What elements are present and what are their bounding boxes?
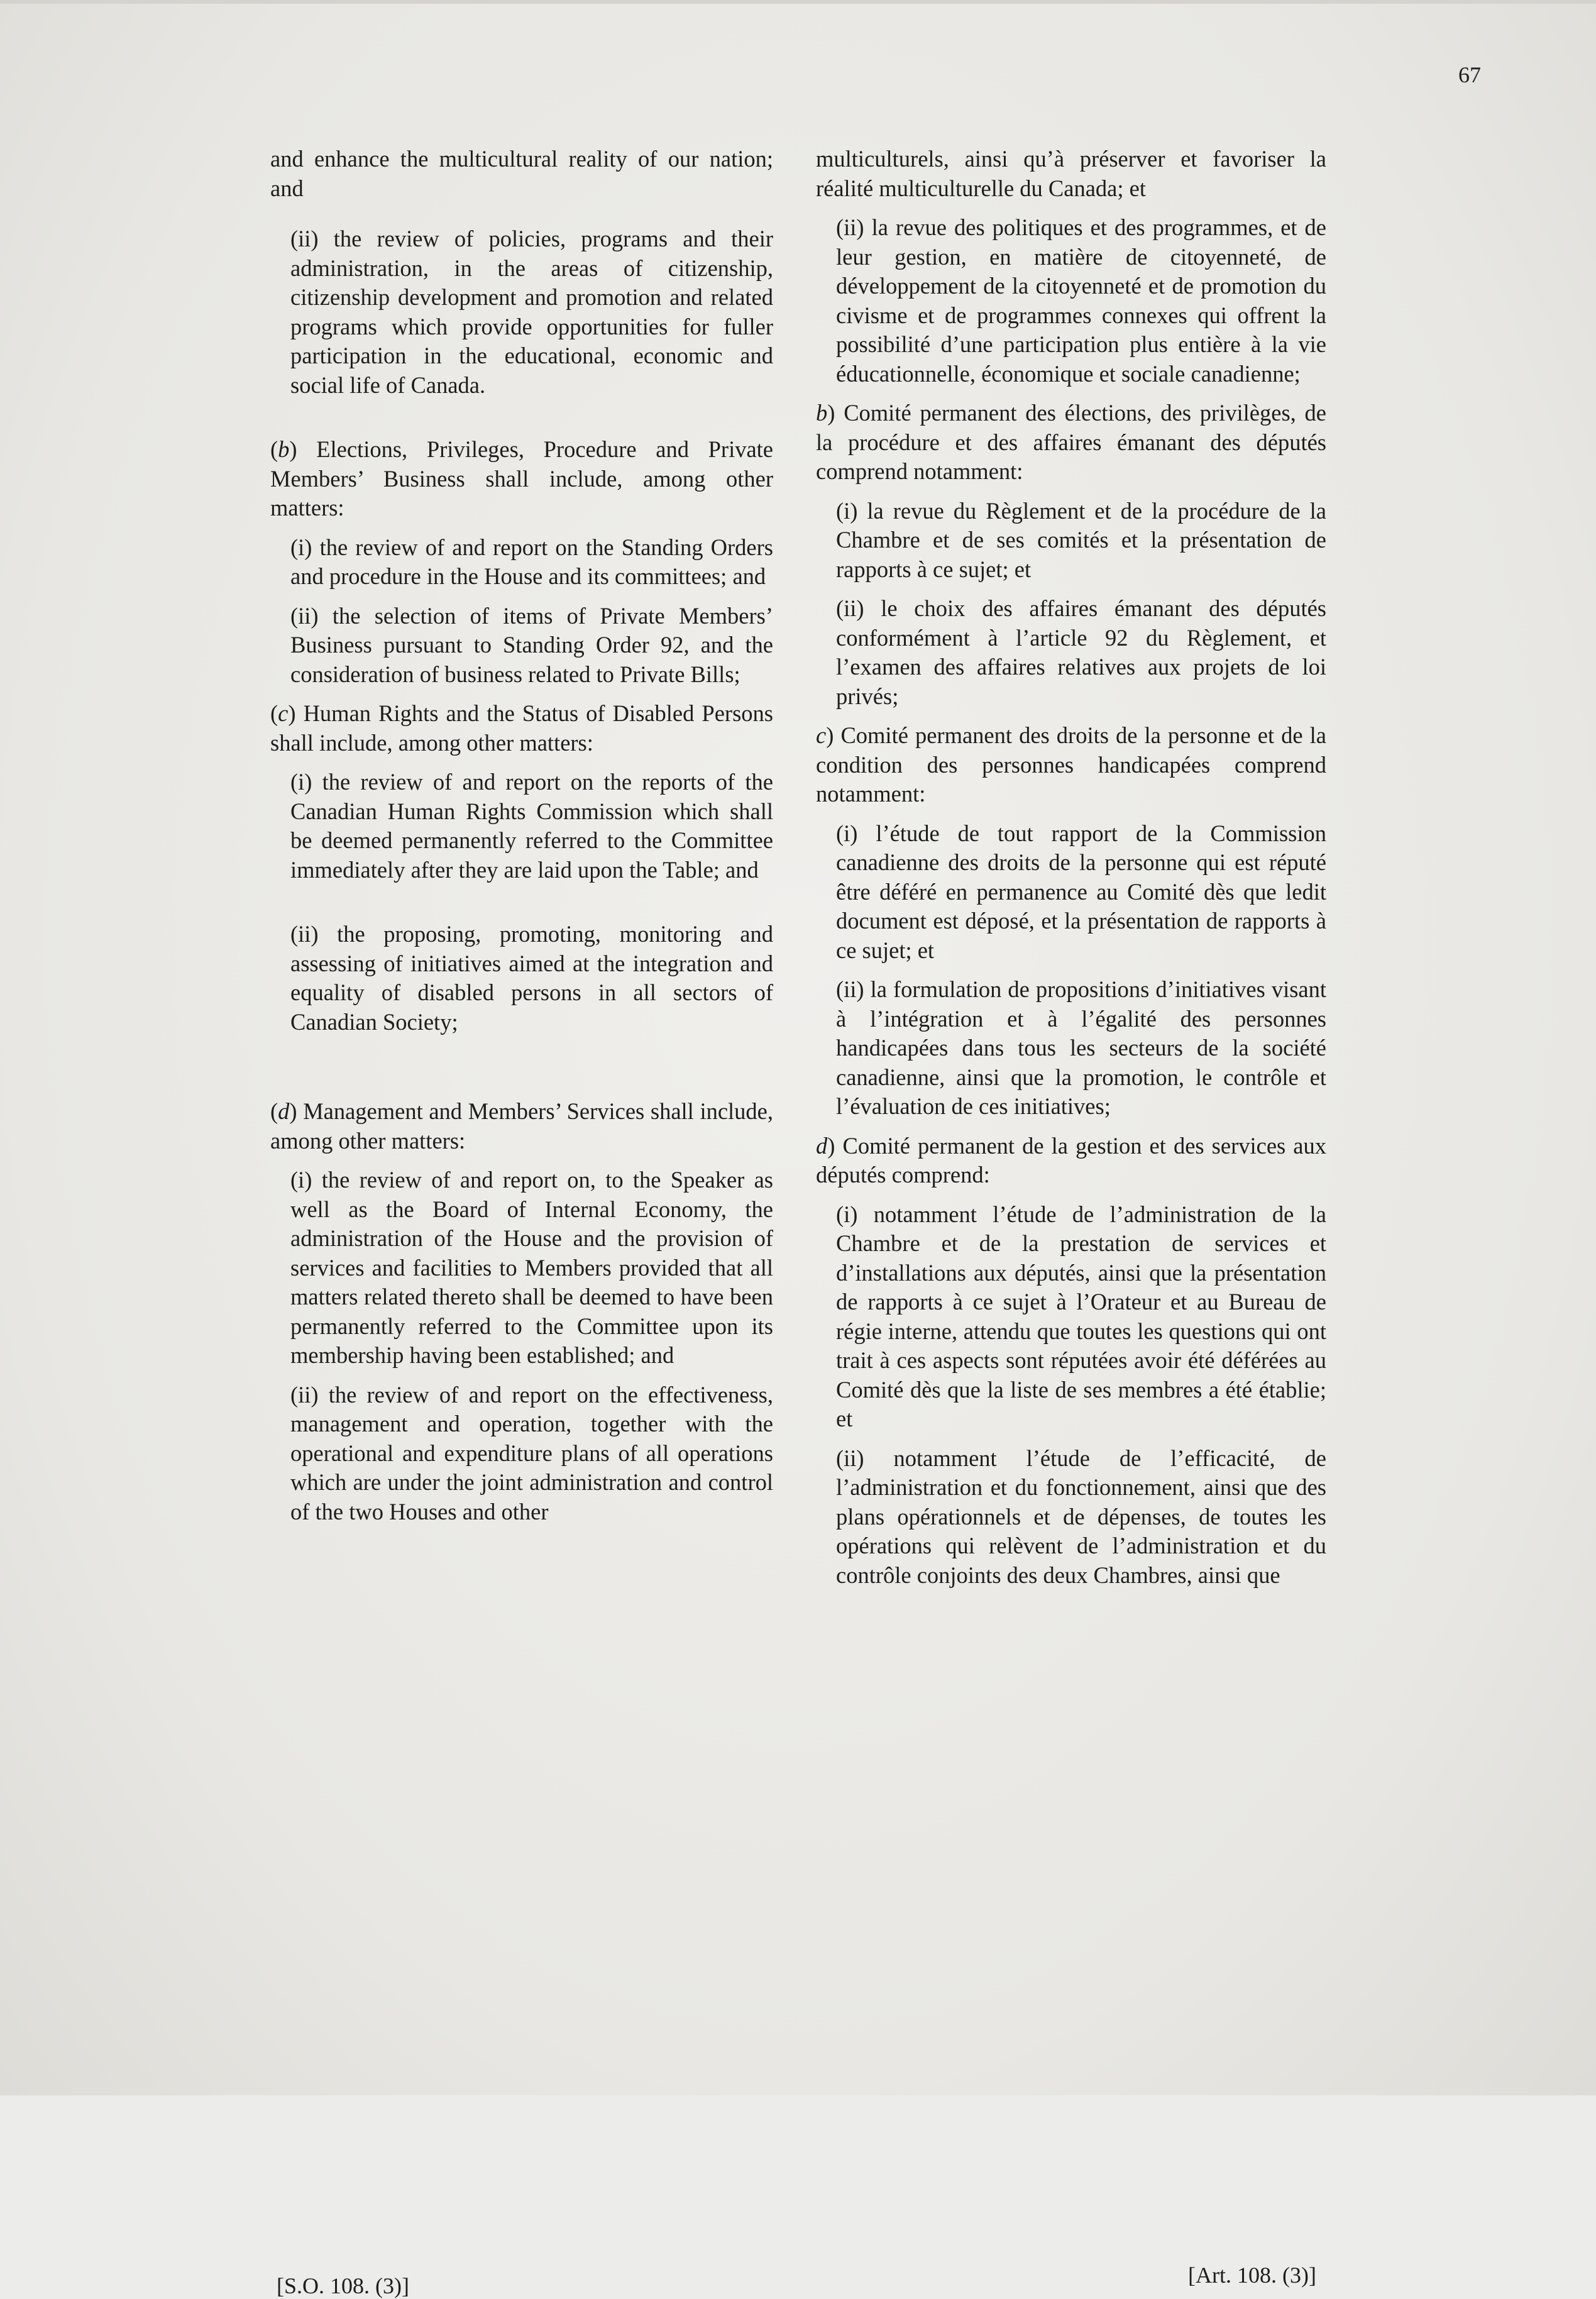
fr-paragraph-11: (ii) notamment l’étude de l’efficacité, de l’administration et du fonctionnement, ainsi que des plans opérationnels et de dépenses, de toutes les opérations qui relèvent de l’administration et du contrôle conjoints des deux Chambres, ainsi que [836, 1445, 1326, 1588]
page-edge [0, 0, 1596, 4]
en-paragraph-7: (i) the review of and report on the reports of the Canadian Human Rights Commission which shall be deemed permanently referred to the Committee immediately after they are laid upon the Table; and [290, 769, 773, 883]
en-item-c-lead: (c) [270, 700, 296, 726]
fr-item-c-text: Comité permanent des droits de la personne et de la condition des personnes handicapées comprend notamment: [816, 722, 1327, 807]
en-item-d-lead: (d) [270, 1098, 297, 1124]
en-item-d-text: Management and Members’ Services shall include, among other matters: [270, 1098, 773, 1154]
fr-paragraph-4: (i) la revue du Règlement et de la procédure de la Chambre et de ses comités et la présentation de rapports à ce sujet; et [836, 497, 1326, 582]
fr-item-c-lead: c) [816, 722, 834, 748]
en-item-d [270, 1097, 773, 1155]
en-paragraph-11: (ii) the review of and report on the effectiveness, management and operation, together with the operational and expenditure plans of all operations which are under the joint administration and control of the two Houses and other [290, 1381, 773, 1524]
french-column [816, 145, 1326, 1590]
en-paragraph-4: (i) the review of and report on the Standing Orders and procedure in the House and its committees; and [290, 534, 773, 589]
en-paragraph-10: (i) the review of and report on, to the Speaker as well as the Board of Internal Economy, the administration of the House and the provision of services and facilities to Members provided that all matters related thereto shall be deemed to have been permanently referred to the Committee upon its membership having been established; and [290, 1167, 773, 1368]
en-item-c-text: Human Rights and the Status of Disabled Persons shall include, among other matters: [270, 700, 773, 756]
english-column [270, 145, 773, 1526]
en-paragraph-8: (ii) the proposing, promoting, monitoring and assessing of initiatives aimed at the integration and equality of disabled persons in all sectors of Canadian Society; [290, 921, 773, 1035]
fr-item-b-text: Comité permanent des élections, des privilèges, de la procédure et des affaires émanant des députés comprend notamment: [816, 400, 1326, 484]
en-paragraph-5: (ii) the selection of items of Private Members’ Business pursuant to Standing Order 92, and the consideration of business related to Private Bills; [290, 602, 773, 687]
en-item-b-text: Elections, Privileges, Procedure and Private Members’ Business shall include, among other matters: [270, 436, 774, 521]
english-footer-reference: [S.O. 108. (3)] [277, 2273, 409, 2298]
fr-paragraph-8: (ii) la formulation de propositions d’initiatives visant à l’intégration et à l’égalité des personnes handicapées dans tous les secteurs de la société canadienne, ainsi que la promotion, le contrôle et l’évaluation de ces initiatives; [836, 976, 1326, 1119]
fr-paragraph-1: multiculturels, ainsi qu’à préserver et favoriser la réalité multiculturelle du Canada; et [816, 146, 1326, 201]
fr-paragraph-2: (ii) la revue des politiques et des programmes, et de leur gestion, en matière de citoyenneté, de développement de la citoyenneté et de promotion du civisme et de programmes connexes qui offrent la possibilité d’une participation plus entière à la vie éducationnelle, économique et sociale canadienne; [836, 214, 1326, 387]
en-paragraph-1: and enhance the multicultural reality of our nation; and [270, 146, 773, 201]
fr-paragraph-5: (ii) le choix des affaires émanant des députés conformément à l’article 92 du Règlement, et l’examen des affaires relatives aux projets de loi privés; [836, 595, 1326, 709]
fr-item-d-lead: d) [816, 1132, 835, 1159]
fr-item-c [816, 721, 1326, 809]
en-item-b-lead: (b) [270, 436, 297, 462]
fr-paragraph-7: (i) l’étude de tout rapport de la Commission canadienne des droits de la personne qui est réputé être déféré en permanence au Comité dès que ledit document est déposé, et la présentation de rapports à ce sujet; et [836, 820, 1326, 963]
en-paragraph-2: (ii) the review of policies, programs and their administration, in the areas of citizenship, citizenship development and promotion and related programs which provide opportunities for fuller participation in the educational, economic and social life of Canada. [290, 226, 773, 398]
fr-item-b-lead: b) [816, 400, 835, 426]
fr-item-d [816, 1132, 1326, 1190]
en-item-c [270, 699, 773, 758]
fr-item-b [816, 399, 1326, 487]
fr-item-d-text: Comité permanent de la gestion et des services aux députés comprend: [816, 1132, 1326, 1188]
french-footer-reference: [Art. 108. (3)] [1188, 2263, 1316, 2288]
page-number: 67 [1458, 62, 1481, 87]
en-item-b [270, 435, 773, 523]
fr-paragraph-10: (i) notamment l’étude de l’administration de la Chambre et de la prestation de services et d’installations aux députés, ainsi que la présentation de rapports à ce sujet à l’Orateur et au Bureau de régie interne, attendu que toutes les questions qui ont trait à ces aspects sont réputées avoir été déférées au Comité dès que la liste de ses membres a été établie; et [836, 1201, 1326, 1431]
